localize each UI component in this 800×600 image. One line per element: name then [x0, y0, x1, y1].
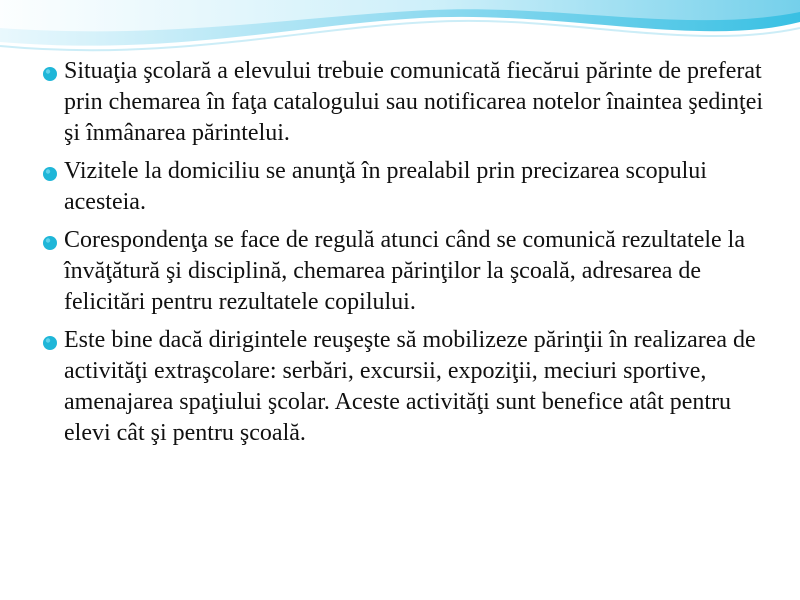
header-wave-decoration — [0, 0, 800, 64]
bullet-text: Situaţia şcolară a elevului trebuie comunicată fiecărui părinte de preferat prin chemarea în faţa catalogului sau notificarea notelor înaintea şedinţei şi înmânarea părintelui. — [64, 58, 764, 146]
turquoise-dot-icon — [42, 335, 58, 351]
turquoise-dot-icon — [42, 166, 58, 182]
turquoise-dot-icon — [42, 235, 58, 251]
bullet-text: Vizitele la domiciliu se anunţă în prealabil prin precizarea scopului acesteia. — [64, 158, 707, 215]
bullet-text: Este bine dacă dirigintele reuşeşte să mobilizeze părinţii în realizarea de activităţi extraşcolare: serbări, excursii, expoziţii, meciuri sportive, amenajarea spaţiului şcolar. Aceste activităţi sunt benefice atât pentru elevi cât şi pentru şcoală. — [64, 327, 756, 446]
turquoise-dot-icon — [42, 66, 58, 82]
bullet-item — [40, 56, 780, 149]
bullet-item — [40, 225, 780, 318]
bullet-item — [40, 325, 780, 449]
bullet-text: Corespondenţa se face de regulă atunci când se comunică rezultatele la învăţătură şi disciplină, chemarea părinţilor la şcoală, adresarea de felicitări pentru rezultatele copilului. — [64, 227, 745, 315]
bullet-item — [40, 156, 780, 218]
bullet-list — [40, 56, 780, 456]
